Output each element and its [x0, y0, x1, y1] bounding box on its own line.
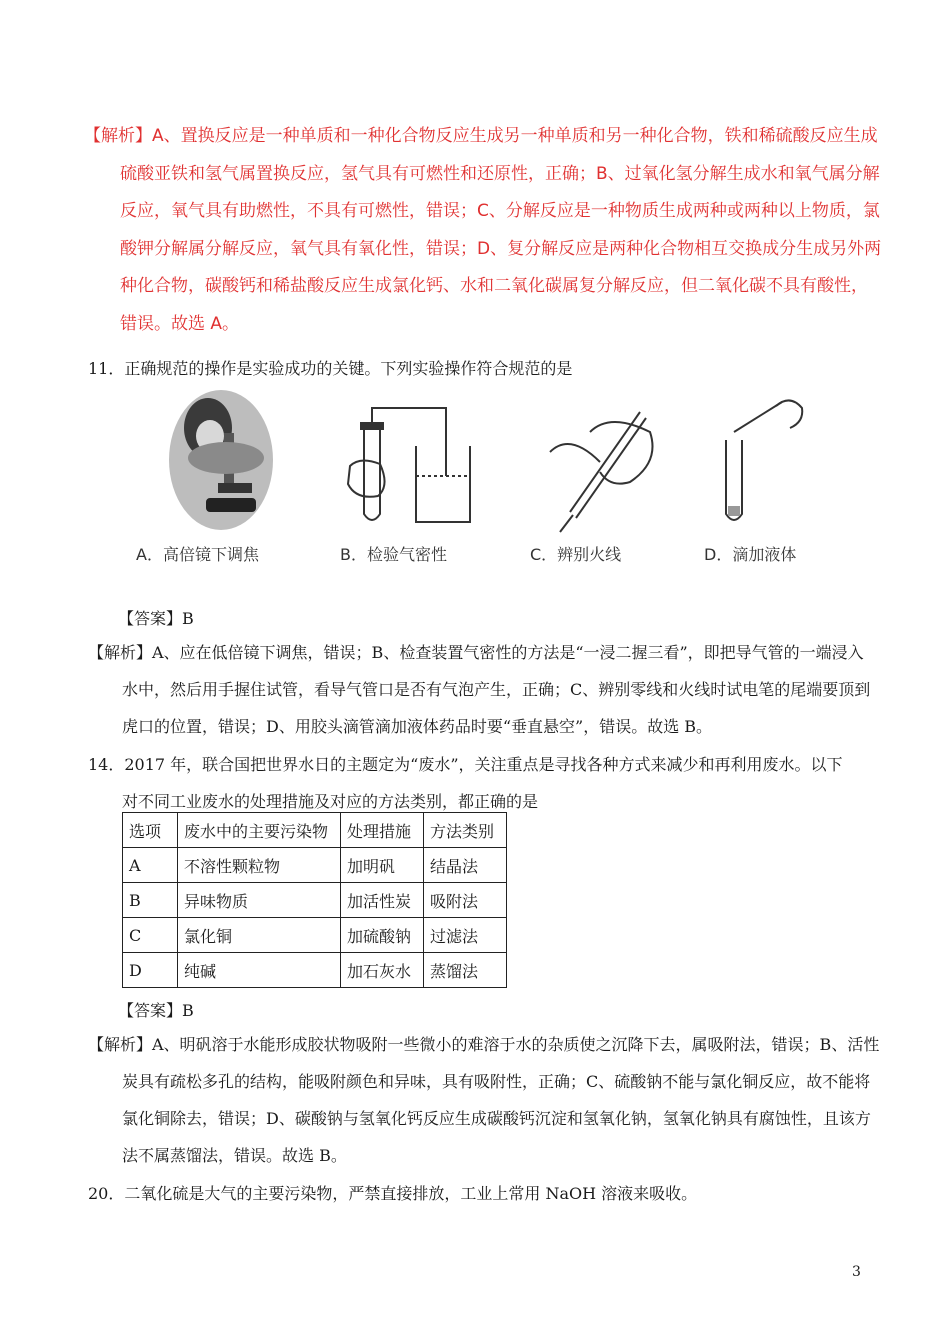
table-cell: 加明矾 [341, 848, 424, 883]
microscope-illustration [166, 388, 276, 533]
table-cell: 加石灰水 [341, 953, 424, 988]
table-cell: 氯化铜 [178, 918, 341, 953]
table-header: 处理措施 [341, 813, 424, 848]
analysis-14-line: 炭具有疏松多孔的结构，能吸附颜色和异味，具有吸附性，正确；C、硫酸钠不能与氯化铜反应，故不能将 [122, 1072, 871, 1091]
table-header: 方法类别 [424, 813, 507, 848]
wastewater-table [122, 812, 507, 988]
analysis-line: 反应，氧气具有助燃性，不具有可燃性，错误；C、分解反应是一种物质生成两种或两种以上物质，氯 [120, 201, 880, 221]
analysis-11-line: 虎口的位置，错误；D、用胶头滴管滴加液体药品时要“垂直悬空”，错误。故选 B。 [122, 717, 713, 736]
table-cell: 加活性炭 [341, 883, 424, 918]
table-cell: 结晶法 [424, 848, 507, 883]
table-cell: 纯碱 [178, 953, 341, 988]
table-cell: 蒸馏法 [424, 953, 507, 988]
table-cell: 过滤法 [424, 918, 507, 953]
option-caption: B．检验气密性 [340, 545, 447, 564]
test-pen-illustration [530, 392, 670, 537]
question-11: 11．正确规范的操作是实验成功的关键。下列实验操作符合规范的是 [88, 359, 573, 378]
table-header: 废水中的主要污染物 [178, 813, 341, 848]
option-caption: C．辨别火线 [530, 545, 622, 564]
analysis-11-line: 水中，然后用手握住试管，看导气管口是否有气泡产生，正确；C、辨别零线和火线时试电笔的尾端要顶到 [122, 680, 871, 699]
page-number: 3 [852, 1264, 861, 1280]
table-row [123, 883, 507, 918]
analysis-14-line: 法不属蒸馏法，错误。故选 B。 [122, 1146, 347, 1165]
analysis-line: 错误。故选 A。 [120, 313, 240, 334]
dropper-illustration [710, 388, 810, 533]
answer-11: 【答案】B [118, 609, 194, 628]
question-14-line: 14．2017 年，联合国把世界水日的主题定为“废水”，关注重点是寻找各种方式来减少和再利用废水。以下 [88, 755, 843, 774]
table-cell: 加硫酸钠 [341, 918, 424, 953]
analysis-line: 种化合物，碳酸钙和稀盐酸反应生成氯化钙、水和二氧化碳属复分解反应，但二氧化碳不具有酸性， [120, 276, 868, 296]
analysis-11-line: 【解析】A、应在低倍镜下调焦，错误；B、检查装置气密性的方法是“一浸二握三看”，即把导气管的一端浸入 [88, 643, 864, 662]
table-cell: 不溶性颗粒物 [178, 848, 341, 883]
table-row [123, 953, 507, 988]
table-row [123, 918, 507, 953]
table-header: 选项 [123, 813, 178, 848]
analysis-line: 【解析】A、置换反应是一种单质和一种化合物反应生成另一种单质和另一种化合物，铁和稀硫酸反应生成 [84, 126, 878, 146]
table-row [123, 848, 507, 883]
table-cell: B [123, 883, 178, 918]
table-cell: D [123, 953, 178, 988]
airtightness-illustration [320, 396, 480, 536]
table-header-row [123, 813, 507, 848]
table-cell: 吸附法 [424, 883, 507, 918]
question-11-figure [130, 388, 800, 573]
analysis-line: 酸钾分解属分解反应，氧气具有氧化性，错误；D、复分解反应是两种化合物相互交换成分生成另外两 [120, 238, 882, 259]
analysis-line: 硫酸亚铁和氢气属置换反应，氢气具有可燃性和还原性，正确；B、过氧化氢分解生成水和氧气属分解 [120, 163, 880, 184]
previous-analysis [84, 118, 882, 343]
question-20: 20．二氧化硫是大气的主要污染物，严禁直接排放，工业上常用 NaOH 溶液来吸收。 [88, 1184, 698, 1203]
question-14-line: 对不同工业废水的处理措施及对应的方法类别，都正确的是 [122, 792, 539, 811]
option-caption: A．高倍镜下调焦 [136, 545, 259, 564]
table-cell: C [123, 918, 178, 953]
option-caption: D．滴加液体 [704, 545, 797, 564]
table-cell: A [123, 848, 178, 883]
answer-14: 【答案】B [118, 1001, 194, 1020]
analysis-14-line: 【解析】A、明矾溶于水能形成胶状物吸附一些微小的难溶于水的杂质使之沉降下去，属吸附法，错误；B、活性 [88, 1035, 880, 1054]
table-cell: 异味物质 [178, 883, 341, 918]
analysis-14-line: 氯化铜除去，错误；D、碳酸钠与氢氧化钙反应生成碳酸钙沉淀和氢氧化钠，氢氧化钠具有腐蚀性，且该方 [122, 1109, 871, 1128]
